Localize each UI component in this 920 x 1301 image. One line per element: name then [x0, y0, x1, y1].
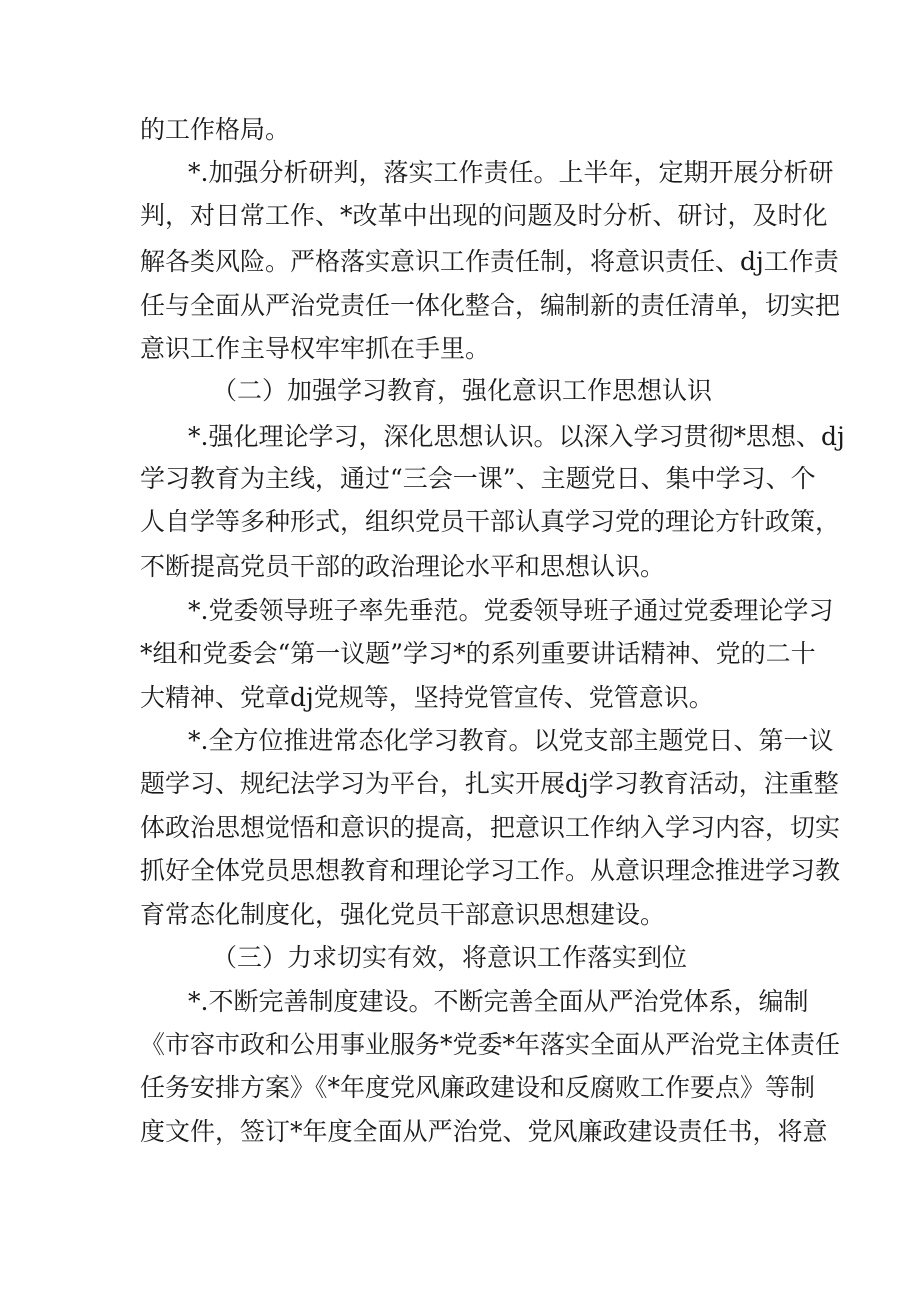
text-line: 的工作格局。: [140, 115, 291, 144]
text-line: 体政治思想觉悟和意识的提高，把意识工作纳入学习内容，切实: [140, 813, 841, 842]
text-line: 题学习、规纪法学习为平台，扎实开展dj学习教育活动，注重整: [140, 769, 839, 798]
text-line: 任与全面从严治党责任一体化整合，编制新的责任清单，切实把: [140, 291, 841, 320]
text-line: 学习教育为主线，通过“三会一课”、主题党日、集中学习、个: [140, 464, 816, 493]
text-line: 判，对日常工作、*改革中出现的问题及时分析、研讨，及时化: [140, 201, 828, 230]
text-line: 《市容市政和公用事业服务*党委*年落实全面从严治党主体责任: [140, 1030, 841, 1059]
text-line: 育常态化制度化，强化党员干部意识思想建设。: [140, 900, 666, 929]
text-line: *组和党委会“第一议题”学习*的系列重要讲话精神、党的二十: [140, 639, 816, 668]
text-line: *.不断完善制度建设。不断完善全面从严治党体系，编制: [188, 987, 809, 1016]
text-line: 解各类风险。严格落实意识工作责任制，将意识责任、dj工作责: [140, 247, 839, 276]
text-line: 度文件，签订*年度全面从严治党、党风廉政建设责任书，将意: [140, 1117, 828, 1146]
text-line: 抓好全体党员思想教育和理论学习工作。从意识理念推进学习教: [140, 856, 841, 885]
section-heading: （二）加强学习教育，强化意识工作思想认识: [212, 376, 713, 405]
text-line: 任务安排方案》《*年度党风廉政建设和反腐败工作要点》等制: [140, 1073, 816, 1102]
text-line: *.强化理论学习，深化思想认识。以深入学习贯彻*思想、dj: [188, 422, 845, 451]
section-heading: （三）力求切实有效，将意识工作落实到位: [212, 943, 688, 972]
text-line: *.党委领导班子率先垂范。党委领导班子通过党委理论学习: [188, 596, 834, 625]
text-line: 不断提高党员干部的政治理论水平和思想认识。: [140, 552, 666, 581]
text-line: *.全方位推进常态化学习教育。以党支部主题党日、第一议: [188, 726, 834, 755]
text-line: 人自学等多种形式，组织党员干部认真学习党的理论方针政策，: [140, 507, 841, 536]
text-line: 大精神、党章dj党规等，坚持党管宣传、党管意识。: [140, 683, 714, 712]
text-line: *.加强分析研判，落实工作责任。上半年，定期开展分析研: [188, 158, 834, 187]
text-line: 意识工作主导权牢牢抓在手里。: [140, 334, 491, 363]
